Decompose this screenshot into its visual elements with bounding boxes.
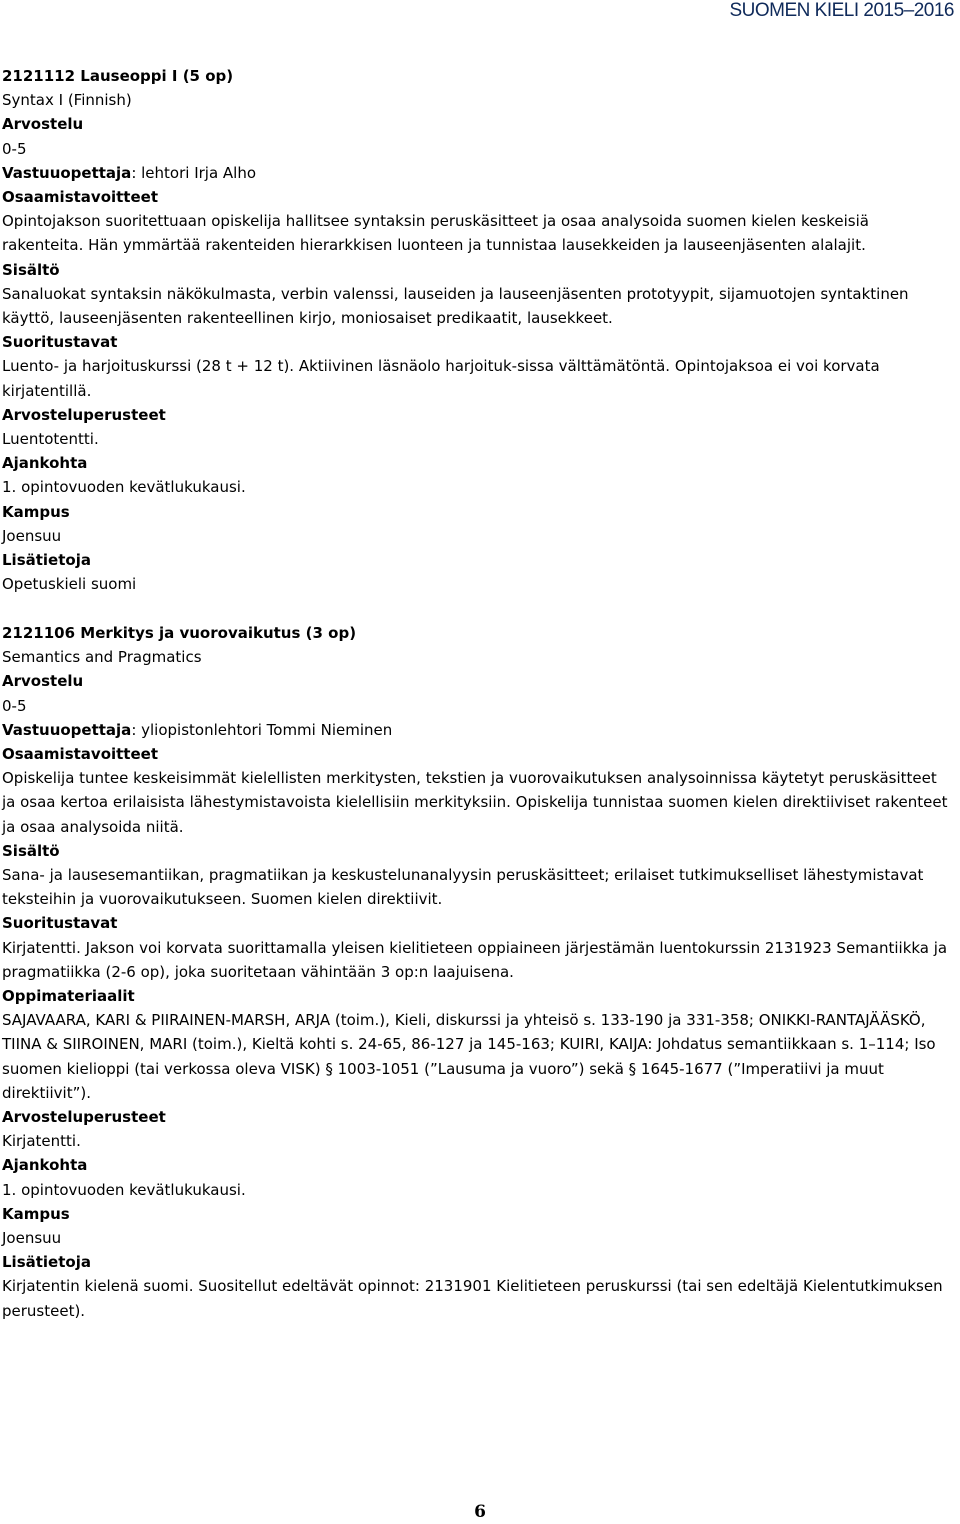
peruste-text: Kirjatentti. bbox=[2, 1132, 81, 1151]
osaamis-label: Osaamistavoitteet bbox=[2, 745, 158, 764]
running-header: SUOMEN KIELI 2015–2016 bbox=[729, 0, 954, 21]
page-number: 6 bbox=[474, 1502, 486, 1522]
arvostelu-label: Arvostelu bbox=[2, 672, 84, 691]
kampus-text: Joensuu bbox=[2, 526, 62, 545]
kampus-text: Joensuu bbox=[2, 1229, 62, 1248]
sisalto-text: Sana- ja lausesemantiikan, pragmatiikan ja keskustelunanalyysin peruskäsitteet; erilaiset tutkimukselliset lähestymistavat teksteihin ja vuorovaikutukseen. Suomen kielen direktiivit. bbox=[2, 866, 924, 909]
lisa-text: Opetuskieli suomi bbox=[2, 575, 137, 594]
course-2121112 bbox=[2, 64, 950, 596]
kampus-label: Kampus bbox=[2, 1204, 70, 1223]
course-title: 2121112 Lauseoppi I (5 op) bbox=[2, 67, 234, 85]
ajankohta-text: 1. opintovuoden kevätlukukausi. bbox=[2, 1180, 246, 1199]
suoritus-text: Luento- ja harjoituskurssi (28 t + 12 t). Aktiivinen läsnäolo harjoituk-sissa välttämätöntä. Opintojaksoa ei voi korvata kirjatentillä. bbox=[2, 357, 880, 400]
arvostelu-value: 0-5 bbox=[2, 139, 27, 158]
kampus-label: Kampus bbox=[2, 502, 70, 521]
oppi-label: Oppimateriaalit bbox=[2, 987, 135, 1006]
osaamis-text: Opiskelija tuntee keskeisimmät kielellisten merkitysten, tekstien ja vuorovaikutuksen analysoinnissa käytetyt peruskäsitteet ja osaa kertoa erilaisista lähestymistavoista kielellisiin merkityksiin. Opiskelija tunnistaa suomen kielen direktiiviset rakenteet ja osaa analysoida niitä. bbox=[2, 769, 948, 836]
arvostelu-label: Arvostelu bbox=[2, 115, 84, 134]
ajankohta-text: 1. opintovuoden kevätlukukausi. bbox=[2, 478, 246, 497]
sisalto-label: Sisältö bbox=[2, 260, 60, 279]
peruste-label: Arvosteluperusteet bbox=[2, 1108, 166, 1127]
suoritus-label: Suoritustavat bbox=[2, 333, 118, 352]
arvostelu-value: 0-5 bbox=[2, 696, 27, 715]
lisa-label: Lisätietoja bbox=[2, 551, 91, 570]
course-title: 2121106 Merkitys ja vuorovaikutus (3 op) bbox=[2, 624, 357, 642]
peruste-text: Luentotentti. bbox=[2, 430, 99, 449]
vastuu-row bbox=[2, 161, 950, 185]
vastuu-label: Vastuuopettaja bbox=[2, 163, 132, 182]
sisalto-text: Sanaluokat syntaksin näkökulmasta, verbin valenssi, lauseiden ja lauseenjäsenten prototyypit, sijamuotojen syntaktinen käyttö, lauseenjäsenten rakenteellinen kirjo, moniosaiset predikaatit, lausekkeet. bbox=[2, 284, 909, 328]
vastuu-value: : yliopistonlehtori Tommi Nieminen bbox=[131, 720, 393, 739]
sisalto-label: Sisältö bbox=[2, 841, 60, 860]
oppi-text: SAJAVAARA, KARI & PIIRAINEN-MARSH, ARJA (toim.), Kieli, diskurssi ja yhteisö s. 133-190 ja 331-358; ONIKKI-RANTAJÄÄSKÖ, TIINA & SIIROINEN, MARI (toim.), Kieltä kohti s. 24-65, 86-127 ja 145-163; KUIRI, KAIJA: Johdatus semantiikkaan s. 1–114; Iso suomen kielioppi (tai verkossa oleva VISK) § 1003-1051 (”Lausuma ja vuoro”) sekä § 1645-1677 (”Imperatiivi ja muut direktiivit”). bbox=[2, 1011, 936, 1102]
suoritus-label: Suoritustavat bbox=[2, 914, 118, 933]
vastuu-label: Vastuuopettaja bbox=[2, 720, 132, 739]
vastuu-row bbox=[2, 718, 950, 742]
course-2121106 bbox=[2, 621, 950, 1323]
lisa-text: Kirjatentin kielenä suomi. Suositellut edeltävät opinnot: 2131901 Kielitieteen peruskurssi (tai sen edeltäjä Kielentutkimuksen perusteet). bbox=[2, 1277, 943, 1320]
suoritus-text: Kirjatentti. Jakson voi korvata suorittamalla yleisen kielitieteen oppiaineen järjestämän luentokurssin 2131923 Semantiikka ja pragmatiikka (2-6 op), joka suoritetaan vähintään 3 op:n laajuisena. bbox=[2, 938, 948, 981]
course-subtitle: Semantics and Pragmatics bbox=[2, 648, 202, 667]
course-subtitle: Syntax I (Finnish) bbox=[2, 91, 132, 110]
ajankohta-label: Ajankohta bbox=[2, 454, 88, 473]
vastuu-value: : lehtori Irja Alho bbox=[131, 163, 257, 182]
peruste-label: Arvosteluperusteet bbox=[2, 405, 166, 424]
lisa-label: Lisätietoja bbox=[2, 1253, 91, 1272]
osaamis-label: Osaamistavoitteet bbox=[2, 188, 158, 207]
osaamis-text: Opintojakson suoritettuaan opiskelija hallitsee syntaksin peruskäsitteet ja osaa analysoida suomen kielen keskeisiä rakenteita. Hän ymmärtää rakenteiden hierarkkisen luonteen ja tunnistaa lausekkeiden ja lauseenjäsenten alalajit. bbox=[2, 212, 869, 255]
ajankohta-label: Ajankohta bbox=[2, 1156, 88, 1175]
